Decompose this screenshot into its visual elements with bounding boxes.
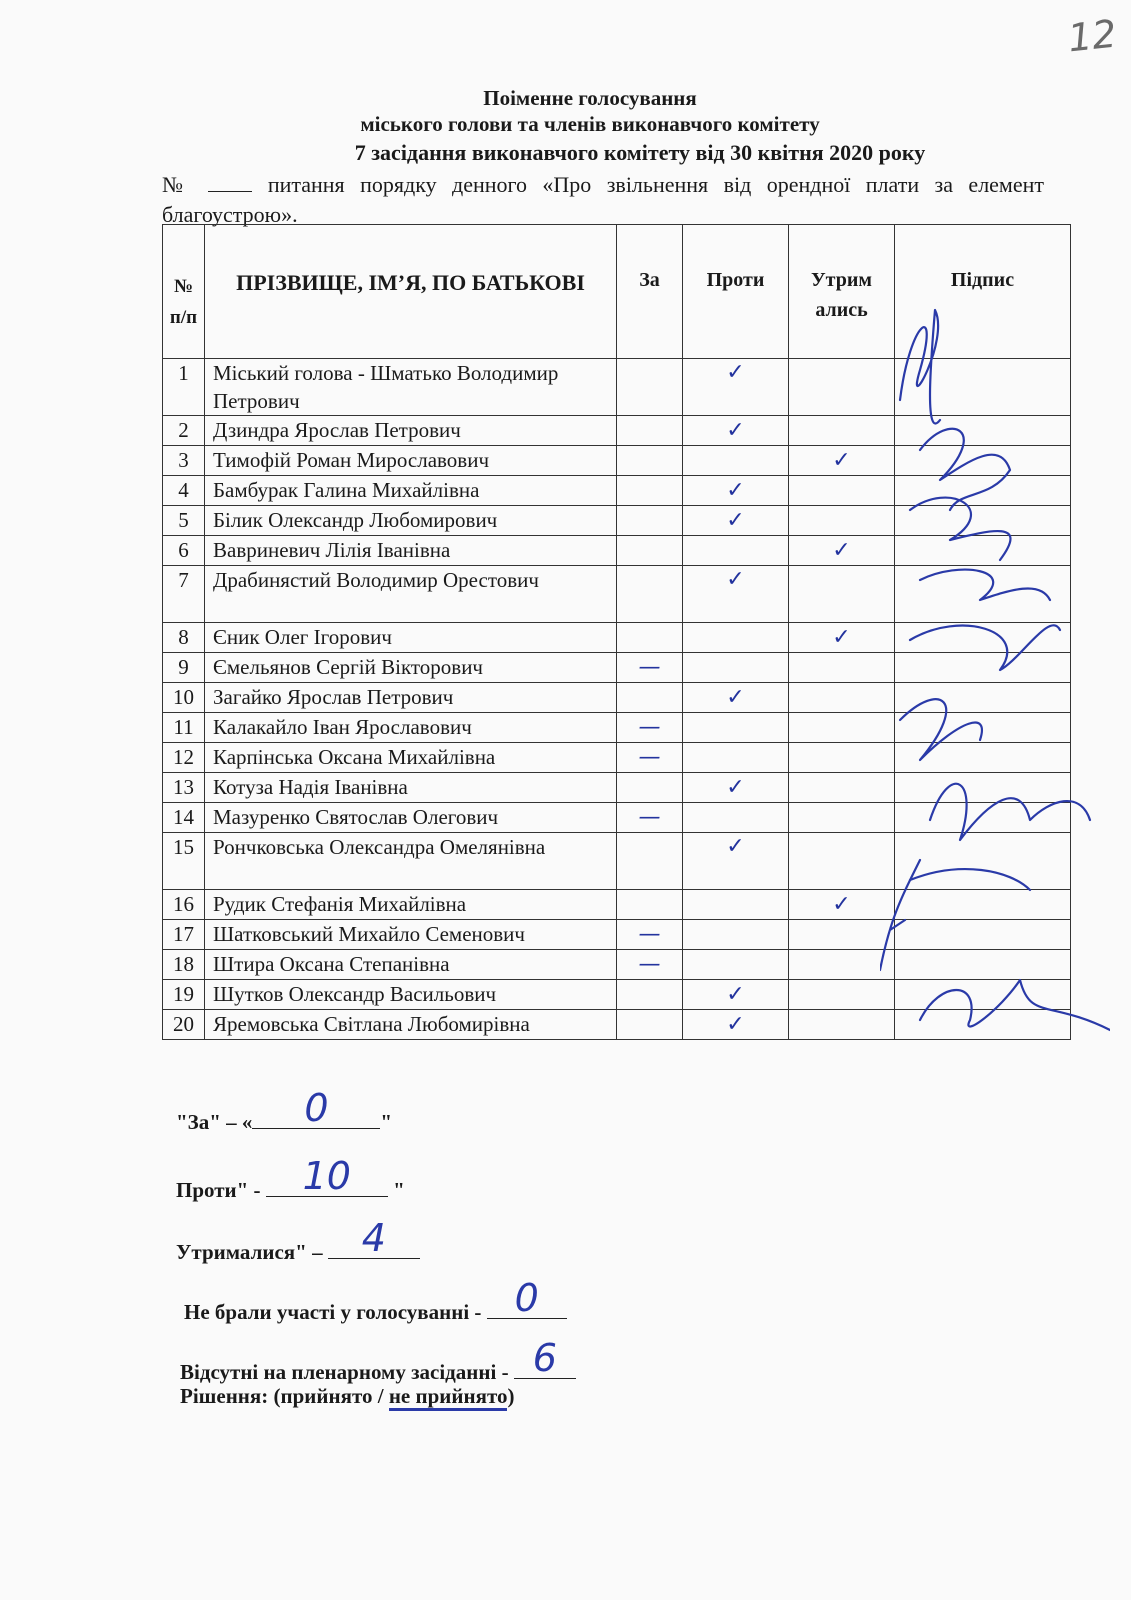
vote-against-cell-mark: ✓ [683,359,789,416]
vote-for-cell [617,833,683,890]
row-number: 13 [163,773,205,803]
member-name: Яремовська Світлана Любомирівна [205,1010,617,1040]
vote-against-cell-mark: ✓ [683,566,789,623]
vote-abstain-cell [789,359,895,416]
agenda-question [162,170,1044,230]
vote-abstain-cell [789,713,895,743]
summary-for-value: 0 [304,1086,329,1130]
decision-chosen: не прийнято [389,1384,508,1411]
member-name: Єник Олег Ігорович [205,623,617,653]
row-number: 8 [163,623,205,653]
col-header-signature: Підпис [895,225,1071,359]
row-number: 2 [163,416,205,446]
member-name: Тимофій Роман Мирославович [205,446,617,476]
member-name: Калакайло Іван Ярославович [205,713,617,743]
vote-for-cell-mark: — [617,950,683,980]
row-number: 9 [163,653,205,683]
vote-against-cell-mark: ✓ [683,773,789,803]
vote-against-cell-mark: ✓ [683,833,789,890]
member-name: Рудик Стефанія Михайлівна [205,890,617,920]
member-name: Загайко Ярослав Петрович [205,683,617,713]
vote-for-cell [617,506,683,536]
vote-abstain-cell [789,566,895,623]
vote-for-cell-mark: — [617,653,683,683]
summary-not-voted-field [487,1276,567,1320]
member-name: Драбинястий Володимир Орестович [205,566,617,623]
signature-mark [920,570,1050,600]
member-name: Шатковський Михайло Семенович [205,920,617,950]
vote-abstain-cell [789,1010,895,1040]
vote-abstain-cell [789,743,895,773]
row-number: 12 [163,743,205,773]
vote-abstain-cell [789,506,895,536]
member-name: Ємельянов Сергій Вікторович [205,653,617,683]
col-header-for: За [617,225,683,359]
vote-against-cell [683,743,789,773]
summary-against-value: 10 [302,1154,351,1198]
col-header-name: ПРІЗВИЩЕ, ІМ’Я, ПО БАТЬКОВІ [205,225,617,359]
question-number-blank [208,173,252,192]
vote-against-cell [683,446,789,476]
vote-for-cell [617,1010,683,1040]
vote-against-cell [683,950,789,980]
vote-for-cell [617,359,683,416]
row-number: 15 [163,833,205,890]
vote-against-cell-mark: ✓ [683,476,789,506]
col-header-abstain: Утрим ались [789,225,895,359]
doc-title-line3: 7 засідання виконавчого комітету від 30 квітня 2020 року [354,140,926,165]
summary-against: Проти" - 10 " [176,1154,405,1202]
col-header-against: Проти [683,225,789,359]
vote-against-cell [683,653,789,683]
summary-against-field [266,1154,388,1198]
member-name: Білик Олександр Любомирович [205,506,617,536]
row-number: 20 [163,1010,205,1040]
signature-mark [930,784,1090,840]
vote-for-cell-mark: — [617,713,683,743]
vote-abstain-cell [789,980,895,1010]
summary-absent-value: 6 [532,1336,557,1380]
vote-against-cell-mark: ✓ [683,683,789,713]
vote-for-cell-mark: — [617,743,683,773]
member-name: Штира Оксана Степанівна [205,950,617,980]
vote-abstain-cell [789,950,895,980]
vote-for-cell [617,773,683,803]
signature-mark [920,980,1110,1030]
row-number: 6 [163,536,205,566]
row-number: 18 [163,950,205,980]
row-number: 7 [163,566,205,623]
question-text: питання порядку денного «Про звільнення від орендної плати за елемент благоустрою». [162,172,1045,227]
vote-abstain-cell [789,920,895,950]
row-number: 5 [163,506,205,536]
summary-absent: Відсутні на пленарному засіданні - 6 [180,1356,576,1385]
vote-for-cell [617,890,683,920]
vote-against-cell [683,890,789,920]
member-name: Карпінська Оксана Михайлівна [205,743,617,773]
signatures-scribble [880,280,1110,1080]
signature-mark [900,699,982,760]
vote-abstain-cell-mark: ✓ [789,446,895,476]
member-name: Шутков Олександр Васильович [205,980,617,1010]
summary-abstain-value: 4 [361,1216,386,1260]
vote-against-cell-mark: ✓ [683,980,789,1010]
vote-against-cell-mark: ✓ [683,416,789,446]
signature-mark [910,869,1030,890]
vote-for-cell [617,623,683,653]
signature-mark [880,860,920,970]
doc-title-line1: Поіменне голосування [483,86,697,110]
summary-not-voted: Не брали участі у голосуванні - 0 [184,1296,567,1325]
vote-abstain-cell [789,803,895,833]
vote-against-cell [683,536,789,566]
doc-title-line2: міського голови та членів виконавчого комітету [360,112,820,136]
vote-abstain-cell [789,683,895,713]
vote-abstain-cell [789,416,895,446]
row-number: 4 [163,476,205,506]
vote-abstain-cell-mark: ✓ [789,536,895,566]
vote-abstain-cell [789,476,895,506]
row-number: 14 [163,803,205,833]
vote-abstain-cell [789,773,895,803]
vote-for-cell [617,980,683,1010]
vote-against-cell [683,713,789,743]
member-name: Мазуренко Святослав Олегович [205,803,617,833]
vote-abstain-cell [789,653,895,683]
vote-against-cell [683,623,789,653]
row-number: 10 [163,683,205,713]
member-name: Дзиндра Ярослав Петрович [205,416,617,446]
question-number-sign: № [162,172,193,197]
vote-for-cell [617,683,683,713]
signature-mark [910,625,1060,670]
summary-decision: Рішення: (прийнято / не прийнято) [180,1384,514,1409]
vote-against-cell [683,920,789,950]
vote-for-cell [617,446,683,476]
member-name: Рончковська Олександра Омелянівна [205,833,617,890]
vote-for-cell-mark: — [617,803,683,833]
row-number: 16 [163,890,205,920]
vote-for-cell [617,536,683,566]
summary-abstain-field [328,1216,420,1260]
vote-abstain-cell [789,833,895,890]
summary-for: "За" – « 0 " [176,1086,393,1134]
summary-abstain: Утрималися" – 4 [176,1236,420,1265]
summary-not-voted-value: 0 [514,1276,539,1320]
vote-for-cell [617,416,683,446]
vote-against-cell-mark: ✓ [683,506,789,536]
col-header-num: № п/п [163,225,205,359]
vote-abstain-cell-mark: ✓ [789,890,895,920]
vote-for-cell [617,476,683,506]
vote-abstain-cell-mark: ✓ [789,623,895,653]
row-number: 1 [163,359,205,416]
vote-against-cell-mark: ✓ [683,1010,789,1040]
row-number: 11 [163,713,205,743]
row-number: 19 [163,980,205,1010]
signature-mark [900,310,940,423]
vote-for-cell-mark: — [617,920,683,950]
member-name: Котуза Надія Іванівна [205,773,617,803]
page-number: 12 [1065,11,1119,61]
member-name: Вавриневич Лілія Іванівна [205,536,617,566]
member-name: Бамбурак Галина Михайлівна [205,476,617,506]
signature-mark [910,498,1010,560]
vote-against-cell [683,803,789,833]
member-name: Міський голова - Шматько Володимир Петрович [205,359,617,416]
row-number: 17 [163,920,205,950]
row-number: 3 [163,446,205,476]
summary-absent-field [514,1336,576,1380]
vote-for-cell [617,566,683,623]
